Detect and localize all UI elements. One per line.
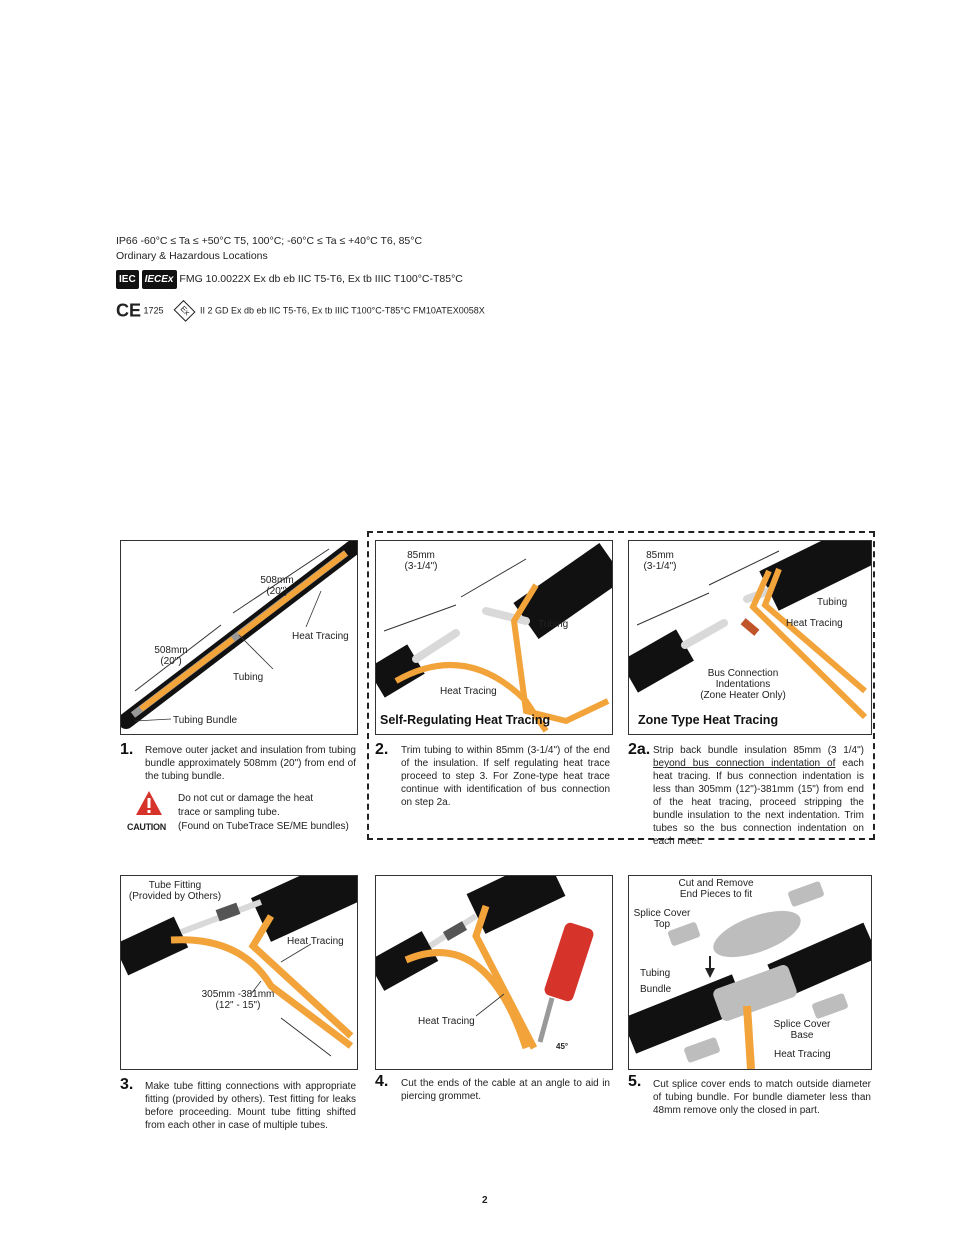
caution-block: [127, 790, 357, 836]
ce-logo: CE: [116, 300, 142, 321]
panel-step-2a: [628, 540, 872, 735]
step-3-illustration: [121, 876, 357, 1069]
step-3-number: 3.: [120, 1076, 134, 1093]
p1-dim-top: 508mm (20"): [260, 575, 294, 597]
iec-logo: IEC: [116, 270, 139, 289]
p1-tubing-bundle: Tubing Bundle: [173, 715, 238, 726]
p2a-heat-tracing: Heat Tracing: [786, 618, 843, 629]
p1-heat-tracing: Heat Tracing: [292, 631, 349, 642]
p2-subtitle: Self-Regulating Heat Tracing: [380, 713, 551, 727]
panel-step-1: [120, 540, 358, 735]
p3-fitting: Tube Fitting (Provided by Others): [128, 880, 222, 902]
p2a-tubing: Tubing: [817, 597, 848, 608]
p1-tubing: Tubing: [233, 672, 264, 683]
step-2-text: Trim tubing to within 85mm (3-1/4") of the end of the insulation. If self regulating heat trace proceed to step 3. For Zone-type heat trace continue with identification of bus connection on step 2a.: [401, 745, 610, 808]
p2-tubing: Tubing: [538, 619, 569, 630]
iecex-logo: IECEx: [142, 270, 177, 289]
p5-base: Splice Cover Base: [773, 1019, 831, 1041]
panel-step-5: [628, 875, 872, 1070]
cert-row-fmg: [116, 270, 636, 288]
step-4-illustration: [376, 876, 612, 1069]
p2-heat-tracing: Heat Tracing: [440, 686, 497, 697]
p5-cut: Cut and Remove End Pieces to fit: [678, 878, 754, 900]
caution-text: Do not cut or damage the heat trace or sampling tube. (Found on TubeTrace SE/ME bundles): [178, 793, 349, 832]
caution-label: CAUTION: [127, 822, 166, 832]
p3-heat-tracing: Heat Tracing: [287, 936, 344, 947]
panel-step-4: [375, 875, 613, 1070]
p4-heat-tracing: Heat Tracing: [418, 1016, 475, 1027]
caution-icon: [135, 790, 163, 816]
p1-dim-bottom: 508mm (20"): [154, 645, 188, 667]
ex-logo: Ex: [174, 300, 196, 322]
step-3-text: Make tube fitting connections with appropriate fitting (provided by others). Test fitting for leaks before proceeding. Mount tube fitting shifted from each other in case of multiple tubes.: [145, 1081, 356, 1131]
cert-line-2: Ordinary & Hazardous Locations: [116, 250, 268, 262]
step-1-text: Remove outer jacket and insulation from tubing bundle approximately 508mm (20") from end of the tubing bundle.: [145, 745, 356, 782]
cert-block: [116, 234, 616, 264]
p5-heat-tracing: Heat Tracing: [774, 1049, 831, 1060]
page-number: 2: [482, 1195, 488, 1206]
step-1-number: 1.: [120, 741, 134, 758]
step-2a-text: Strip back bundle insulation 85mm (3 1/4") beyond bus connection indentation of each heat tracing. If bus connection indentation is less than 305mm (12")-381mm (15") from end of the heat tracing, proceed stripping the bundle insulation to the next indentation. Trim tubes so the bus connection indentation on each meet.: [653, 745, 864, 847]
p2a-subtitle: Zone Type Heat Tracing: [638, 713, 779, 727]
p4-angle: 45°: [556, 1042, 569, 1051]
p2a-dim: 85mm (3-1/4"): [643, 550, 677, 572]
step-2a-number: 2a.: [628, 741, 651, 758]
step-5-text: Cut splice cover ends to match outside diameter of tubing bundle. For bundle diameter less than 48mm remove only the closed in part.: [653, 1079, 871, 1116]
step-4-text: Cut the ends of the cable at an angle to aid in piercing grommet.: [401, 1078, 610, 1102]
step-4-number: 4.: [375, 1073, 389, 1090]
p2a-bus: Bus Connection Indentations (Zone Heater Only): [700, 668, 786, 701]
cert-line-4: II 2 GD Ex db eb IIC T5-T6, Ex tb IIIC T100°C-T85°C FM10ATEX0058X: [199, 305, 485, 316]
panel-step-2: [375, 540, 613, 735]
ce-number: 1725: [143, 305, 164, 316]
cert-row-atex: [116, 301, 636, 319]
p3-dim: 305mm -381mm (12" - 15"): [201, 989, 275, 1011]
step-2-number: 2.: [375, 741, 389, 758]
p2-dim: 85mm (3-1/4"): [404, 550, 438, 572]
p5-tubing: Tubing Bundle: [640, 968, 672, 995]
cert-line-3: FMG 10.0022X Ex db eb IIC T5-T6, Ex tb IIIC T100°C-T85°C: [179, 273, 463, 285]
p5-top: Splice Cover Top: [633, 908, 691, 930]
cert-line-1: IP66 -60°C ≤ Ta ≤ +50°C T5, 100°C; -60°C ≤ Ta ≤ +40°C T6, 85°C: [116, 235, 423, 247]
panel-step-3: [120, 875, 358, 1070]
step-5-number: 5.: [628, 1073, 642, 1090]
